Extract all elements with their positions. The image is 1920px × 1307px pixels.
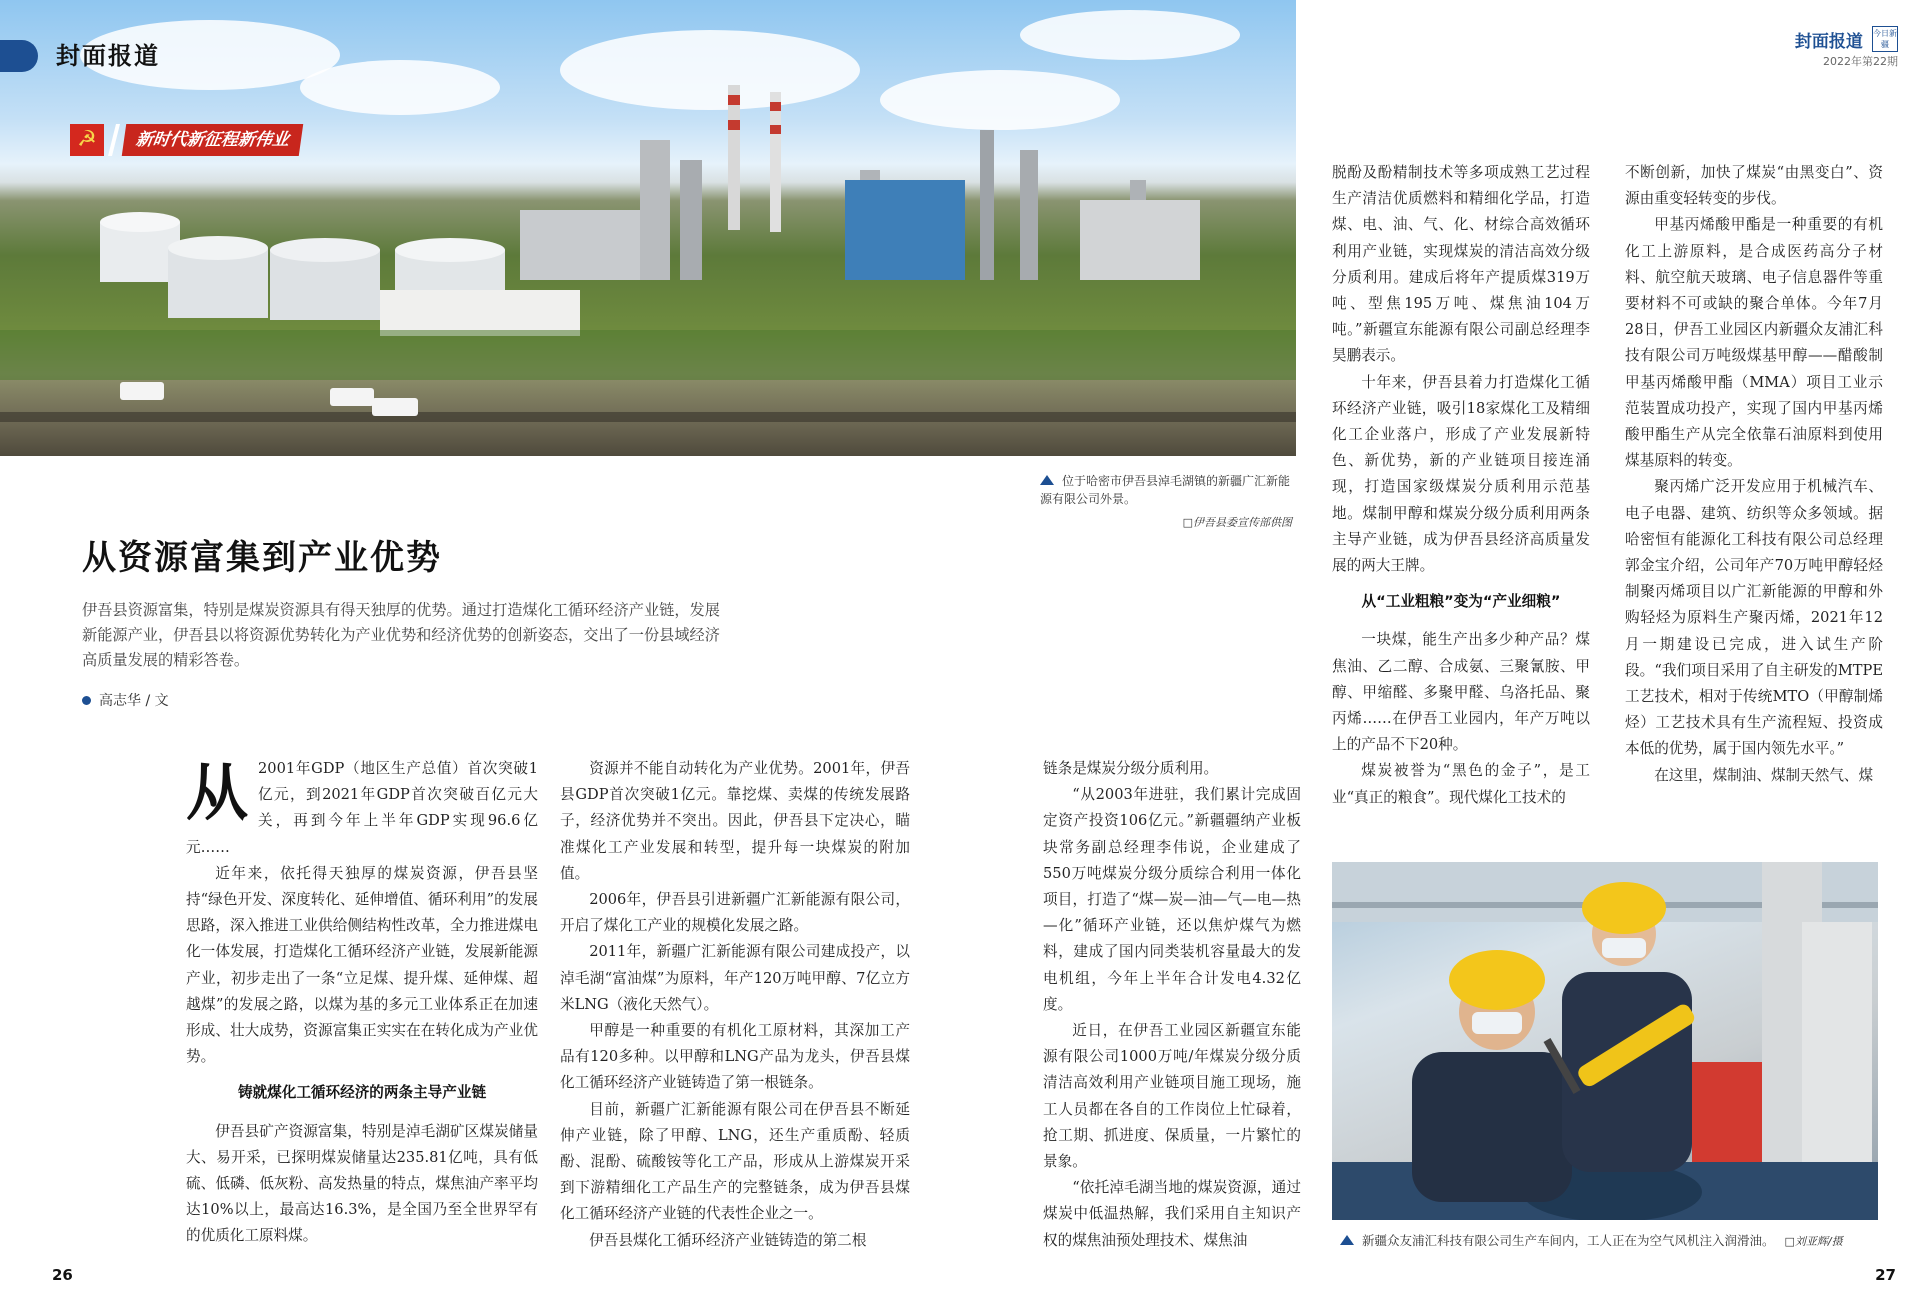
paragraph: 脱酚及酚精制技术等多项成熟工艺过程生产清洁优质燃料和精细化学品，打造煤、电、油、气、化、材综合高效循环利用产业链，实现煤炭的清洁高效分级分质利用。建成后将年产提质煤319万吨、型焦195万吨、煤焦油104万吨。”新疆宣东能源有限公司副总经理李昊鹏表示。 <box>1332 164 1590 365</box>
paragraph: 煤炭被誉为“黑色的金子”，是工业“真正的粮食”。现代煤化工技术的 <box>1332 762 1590 806</box>
section-label-left: 封面报道 <box>56 42 160 70</box>
hero-caption <box>1040 472 1300 508</box>
workers-photo-caption <box>1340 1231 1900 1249</box>
paragraph: 在这里，煤制油、煤制天然气、煤 <box>1654 766 1874 784</box>
body-column-5 <box>1625 160 1883 789</box>
paragraph: 2011年，新疆广汇新能源有限公司建成投产，以淖毛湖“富油煤”为原料，年产120万吨甲醇、7亿立方米LNG（液化天然气）。 <box>560 943 910 1013</box>
paragraph: 2001年GDP（地区生产总值）首次突破1亿元，到2021年GDP首次突破百亿元大关，再到今年上半年GDP实现96.6亿元…… <box>186 760 538 856</box>
article-author <box>82 690 169 710</box>
workers-caption-text: 新疆众友浦汇科技有限公司生产车间内，工人正在为空气风机注入润滑油。 <box>1362 1233 1775 1248</box>
party-emblem-icon: ☭ <box>70 124 104 156</box>
series-badge-text: 新时代新征程新伟业 <box>122 124 303 156</box>
paragraph: “依托淖毛湖当地的煤炭资源，通过煤炭中低温热解，我们采用自主知识产权的煤焦油预处理技术、煤焦油 <box>1043 1179 1301 1249</box>
section-heading: 铸就煤化工循环经济的两条主导产业链 <box>237 1084 487 1102</box>
section-tab-marker <box>0 40 38 72</box>
author-bullet-icon <box>82 696 91 705</box>
issue-number: 2022年第22期 <box>1823 55 1898 68</box>
paragraph: 近年来，依托得天独厚的煤炭资源，伊吾县坚持“绿色开发、深度转化、延伸增值、循环利用”的发展思路，深入推进工业供给侧结构性改革，全力推进煤电化一体发展，打造煤化工循环经济产业链，发展新能源产业，初步走出了一条“立足煤、提升煤、延伸煤、超越煤”的发展之路，以煤为基的多元工业体系正在加速形成、壮大成势，资源富集正实实在在转化成为产业优势。 <box>186 864 538 1066</box>
header-right <box>1795 26 1898 69</box>
series-badge <box>70 124 328 156</box>
section-label-right: 封面报道 <box>1794 31 1863 52</box>
paragraph: 一块煤，能生产出多少种产品？煤焦油、乙二醇、合成氨、三聚氰胺、甲醇、甲缩醛、多聚甲醛、乌洛托品、聚丙烯……在伊吾工业园内，年产万吨以上的产品不下20种。 <box>1332 631 1590 754</box>
magazine-logo: 今日新疆 <box>1872 26 1898 52</box>
paragraph: 资源并不能自动转化为产业优势。2001年，伊吾县GDP首次突破1亿元。靠挖煤、卖煤的传统发展路子，经济优势并不突出。因此，伊吾县下定决心，瞄准煤化工产业发展和转型，提升每一块煤炭的附加值。 <box>560 760 910 882</box>
paragraph: 目前，新疆广汇新能源有限公司在伊吾县不断延伸产业链，除了甲醇、LNG，还生产重质酚、轻质酚、混酚、硫酸铵等化工产品，形成从上游煤炭开采到下游精细化工产品生产的完整链条，成为伊吾县煤化工循环经济产业链的代表性企业之一。 <box>560 1100 910 1223</box>
badge-divider <box>108 124 120 156</box>
paragraph: “从2003年进驻，我们累计完成固定资产投资106亿元。”新疆疆纳产业板块常务副总经理李伟说，企业建成了550万吨煤炭分级分质综合利用一体化项目，打造了“煤—炭—油—气—电—热—化”循环产业链，还以焦炉煤气为燃料，建成了国内同类装机容量最大的发电机组，今年上半年合计发电4.32亿度。 <box>1043 786 1301 1013</box>
paragraph: 甲醇是一种重要的有机化工原材料，其深加工产品有120多种。以甲醇和LNG产品为龙头，伊吾县煤化工循环经济产业链铸造了第一根链条。 <box>560 1022 910 1092</box>
author-text: 高志华 / 文 <box>99 693 169 709</box>
caption-triangle-icon <box>1340 1235 1354 1245</box>
body-column-3 <box>1043 756 1301 1254</box>
paragraph: 聚丙烯广泛开发应用于机械汽车、电子电器、建筑、纺织等众多领域。据哈密恒有能源化工科技有限公司总经理郭金宝介绍，公司年产70万吨甲醇轻烃制聚丙烯项目以广汇新能源的甲醇和外购轻烃为原料生产聚丙烯，2021年12月一期建设已完成，进入试生产阶段。“我们项目采用了自主研发的MTPE工艺技术，相对于传统MTO（甲醇制烯烃）工艺技术具有生产流程短、投资成本低的优势，属于国内领先水平。” <box>1625 478 1883 758</box>
body-column-1 <box>186 756 538 1250</box>
paragraph: 十年来，伊吾县着力打造煤化工循环经济产业链，吸引18家煤化工及精细化工企业落户，形成了产业发展新特色、新优势，新的产业链项目接连涌现，打造国家级煤炭分质利用示范基地。煤制甲醇和煤炭分级分质利用两条主导产业链，成为伊吾县经济高质量发展的两大王牌。 <box>1332 373 1590 575</box>
hero-photo <box>0 0 1296 456</box>
page-number-left: 26 <box>52 1266 73 1284</box>
drop-cap: 从 <box>186 756 249 829</box>
hero-caption-text: 位于哈密市伊吾县淖毛湖镇的新疆广汇新能源有限公司外景。 <box>1040 474 1291 506</box>
article-title: 从资源富集到产业优势 <box>82 538 442 578</box>
caption-triangle-icon <box>1040 475 1054 485</box>
paragraph: 不断创新，加快了煤炭“由黑变白”、资源由重变轻转变的步伐。 <box>1625 164 1883 208</box>
paragraph: 伊吾县煤化工循环经济产业链铸造的第二根 <box>589 1231 867 1249</box>
paragraph: 近日，在伊吾工业园区新疆宣东能源有限公司1000万吨/年煤炭分级分质清洁高效利用产业链项目施工现场，施工人员都在各自的工作岗位上忙碌着，抢工期、抓进度、保质量，一片繁忙的景象。 <box>1043 1022 1301 1171</box>
body-column-4 <box>1332 160 1590 811</box>
paragraph: 伊吾县矿产资源富集，特别是淖毛湖矿区煤炭储量大、易开采，已探明煤炭储量达235.81亿吨，具有低硫、低磷、低灰粉、高发热量的特点，煤焦油产率平均达10%以上，最高达16.3%，是全国乃至全世界罕有的优质化工原料煤。 <box>186 1122 538 1245</box>
body-column-2 <box>560 756 910 1254</box>
workers-photo <box>1332 862 1878 1220</box>
article-lead: 伊吾县资源富集，特别是煤炭资源具有得天独厚的优势。通过打造煤化工循环经济产业链，发展新能源产业，伊吾县以将资源优势转化为产业优势和经济优势的创新姿态，交出了一份县域经济高质量发展的精彩答卷。 <box>82 601 720 669</box>
section-heading: 从“工业粗粮”变为“产业细粮” <box>1361 593 1561 611</box>
paragraph: 2006年，伊吾县引进新疆广汇新能源有限公司，开启了煤化工产业的规模化发展之路。 <box>560 891 910 935</box>
paragraph: 甲基丙烯酸甲酯是一种重要的有机化工上游原料，是合成医药高分子材料、航空航天玻璃、电子信息器件等重要材料不可或缺的聚合单体。今年7月28日，伊吾工业园区内新疆众友浦汇科技有限公司万吨级煤基甲醇——醋酸制甲基丙烯酸甲酯（MMA）项目工业示范装置成功投产，实现了国内甲基丙烯酸甲酯生产从完全依靠石油原料到使用煤基原料的转变。 <box>1625 216 1883 470</box>
paragraph: 链条是煤炭分级分质利用。 <box>1043 760 1219 777</box>
hero-photo-credit: □伊吾县委宣传部供图 <box>1182 516 1292 529</box>
workers-photo-credit: □刘亚辉/摄 <box>1784 1235 1843 1248</box>
page-number-right: 27 <box>1875 1266 1896 1284</box>
